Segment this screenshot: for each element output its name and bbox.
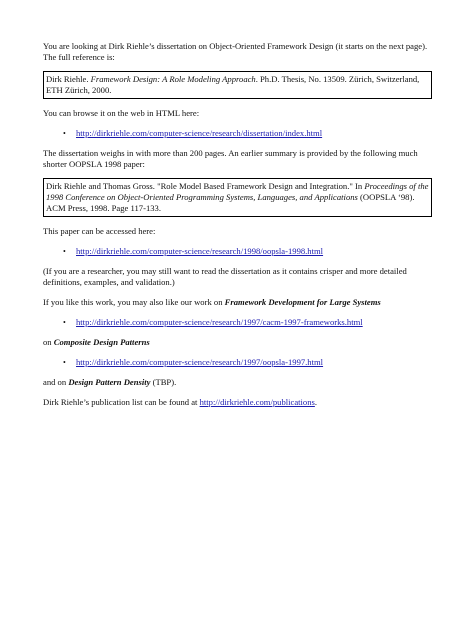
reference-details: . Ph.D. Thesis, No. 13509. Zürich, Switzerland, ETH Zürich, 2000. bbox=[46, 74, 420, 95]
like-paragraph bbox=[43, 297, 435, 308]
composite-topic: Composite Design Patterns bbox=[53, 337, 150, 347]
publist-period: . bbox=[314, 397, 318, 407]
bullet-item-dissertation bbox=[43, 128, 435, 139]
density-paragraph bbox=[43, 377, 435, 388]
reference-publisher: (OOPSLA ‘98). ACM Press, 1998. Page 117-133. bbox=[46, 192, 415, 213]
reference-authors: Dirk Riehle and Thomas Gross. "Role Model Based Framework Design and Integration." In bbox=[46, 181, 365, 191]
like-text: If you like this work, you may also like our work on bbox=[43, 297, 225, 307]
on-label: on bbox=[43, 337, 54, 347]
bullet-icon: • bbox=[63, 247, 66, 256]
reference-venue: Proceedings of the 1998 Conference on Object-Oriented Programming Systems, Languages, and Applications bbox=[46, 181, 429, 202]
density-topic: Design Pattern Density bbox=[68, 377, 151, 387]
reference-author: Dirk Riehle. bbox=[46, 74, 91, 84]
reference-title: Framework Design: A Role Modeling Approach bbox=[90, 74, 256, 84]
cacm1997-link[interactable]: http://dirkriehle.com/computer-science/research/1997/cacm-1997-frameworks.html bbox=[76, 317, 363, 327]
bullet-icon: • bbox=[63, 318, 66, 327]
page-content bbox=[43, 41, 435, 408]
composite-paragraph bbox=[43, 337, 435, 348]
weigh-paragraph: The dissertation weighs in with more than 200 pages. An earlier summary is provided by the following much shorter OOPSLA 1998 paper: bbox=[43, 148, 418, 169]
and-on-label: and on bbox=[43, 377, 69, 387]
bullet-icon: • bbox=[63, 358, 66, 367]
bullet-icon: • bbox=[63, 129, 66, 138]
publications-link[interactable]: http://dirkriehle.com/publications bbox=[199, 397, 315, 407]
intro-paragraph: You are looking at Dirk Riehle’s dissertation on Object-Oriented Framework Design (it starts on the next page). The full reference is: bbox=[43, 41, 428, 62]
reference-box-oopsla bbox=[43, 178, 432, 217]
researcher-paragraph: (If you are a researcher, you may still want to read the dissertation as it contains crisper and more detailed definitions, examples, and validation.) bbox=[43, 266, 407, 287]
bullet-item-oopsla1998 bbox=[43, 246, 435, 257]
publist-text: Dirk Riehle’s publication list can be found at bbox=[43, 397, 200, 407]
bullet-item-cacm1997 bbox=[43, 317, 435, 328]
tbp-label: (TBP). bbox=[150, 377, 177, 387]
bullet-item-oopsla1997 bbox=[43, 357, 435, 368]
dissertation-link[interactable]: http://dirkriehle.com/computer-science/research/dissertation/index.html bbox=[76, 128, 323, 138]
publist-paragraph bbox=[43, 397, 435, 408]
reference-box-dissertation bbox=[43, 71, 432, 99]
like-topic: Framework Development for Large Systems bbox=[224, 297, 381, 307]
oopsla1997-link[interactable]: http://dirkriehle.com/computer-science/research/1997/oopsla-1997.html bbox=[76, 357, 324, 367]
accessed-paragraph: This paper can be accessed here: bbox=[43, 226, 156, 236]
oopsla1998-link[interactable]: http://dirkriehle.com/computer-science/research/1998/oopsla-1998.html bbox=[76, 246, 324, 256]
browse-paragraph: You can browse it on the web in HTML here: bbox=[43, 108, 200, 118]
